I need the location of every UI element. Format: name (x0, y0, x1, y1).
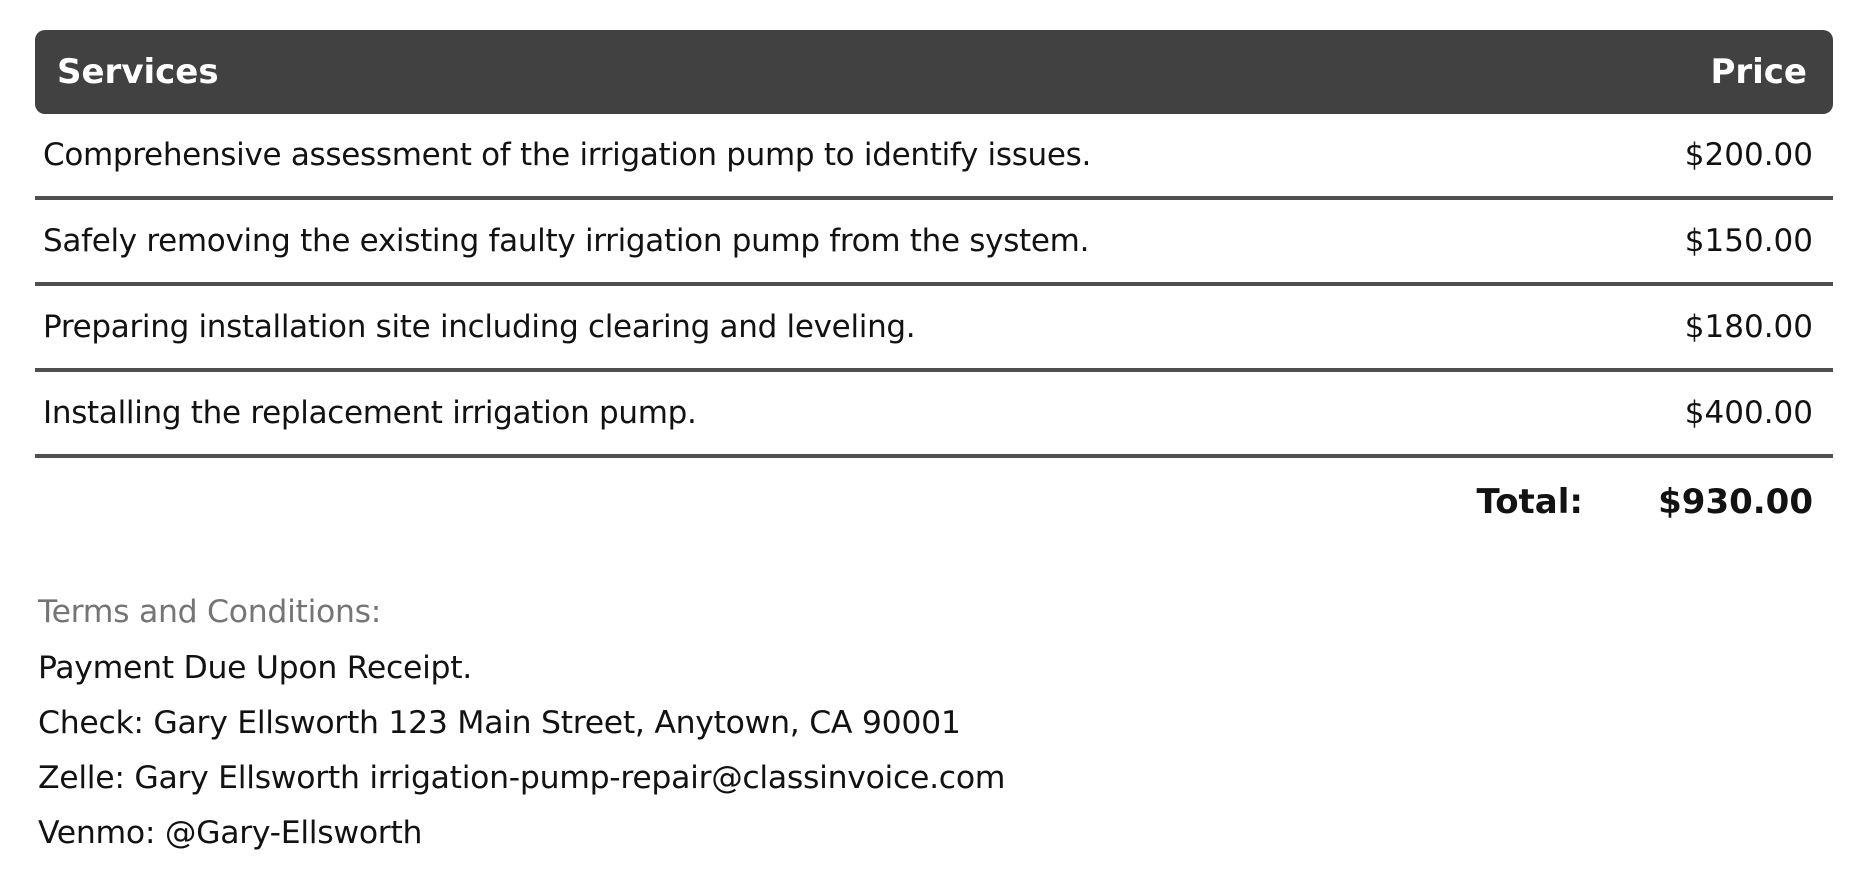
price-column-header: Price (1710, 52, 1807, 92)
service-price: $180.00 (1684, 309, 1813, 345)
total-row (35, 458, 1833, 546)
service-price: $200.00 (1684, 137, 1813, 173)
terms-line-payment: Payment Due Upon Receipt. (38, 650, 472, 686)
services-table-header (35, 30, 1833, 114)
terms-line-check: Check: Gary Ellsworth 123 Main Street, Anytown, CA 90001 (38, 705, 961, 741)
table-row (35, 200, 1833, 286)
table-row (35, 286, 1833, 372)
service-price: $400.00 (1684, 395, 1813, 431)
services-column-header: Services (57, 52, 219, 92)
terms-line-venmo: Venmo: @Gary-Ellsworth (38, 815, 423, 851)
terms-line-zelle: Zelle: Gary Ellsworth irrigation-pump-repair@classinvoice.com (38, 760, 1006, 796)
service-description: Installing the replacement irrigation pump. (43, 395, 697, 431)
total-label: Total: (1476, 482, 1583, 522)
table-row (35, 114, 1833, 200)
service-description: Comprehensive assessment of the irrigation pump to identify issues. (43, 137, 1092, 173)
terms-heading: Terms and Conditions: (38, 594, 382, 630)
table-row (35, 372, 1833, 458)
service-description: Preparing installation site including clearing and leveling. (43, 309, 916, 345)
terms-and-conditions-section (35, 594, 1833, 850)
total-value: $930.00 (1658, 482, 1813, 522)
service-description: Safely removing the existing faulty irrigation pump from the system. (43, 223, 1090, 259)
service-price: $150.00 (1684, 223, 1813, 259)
